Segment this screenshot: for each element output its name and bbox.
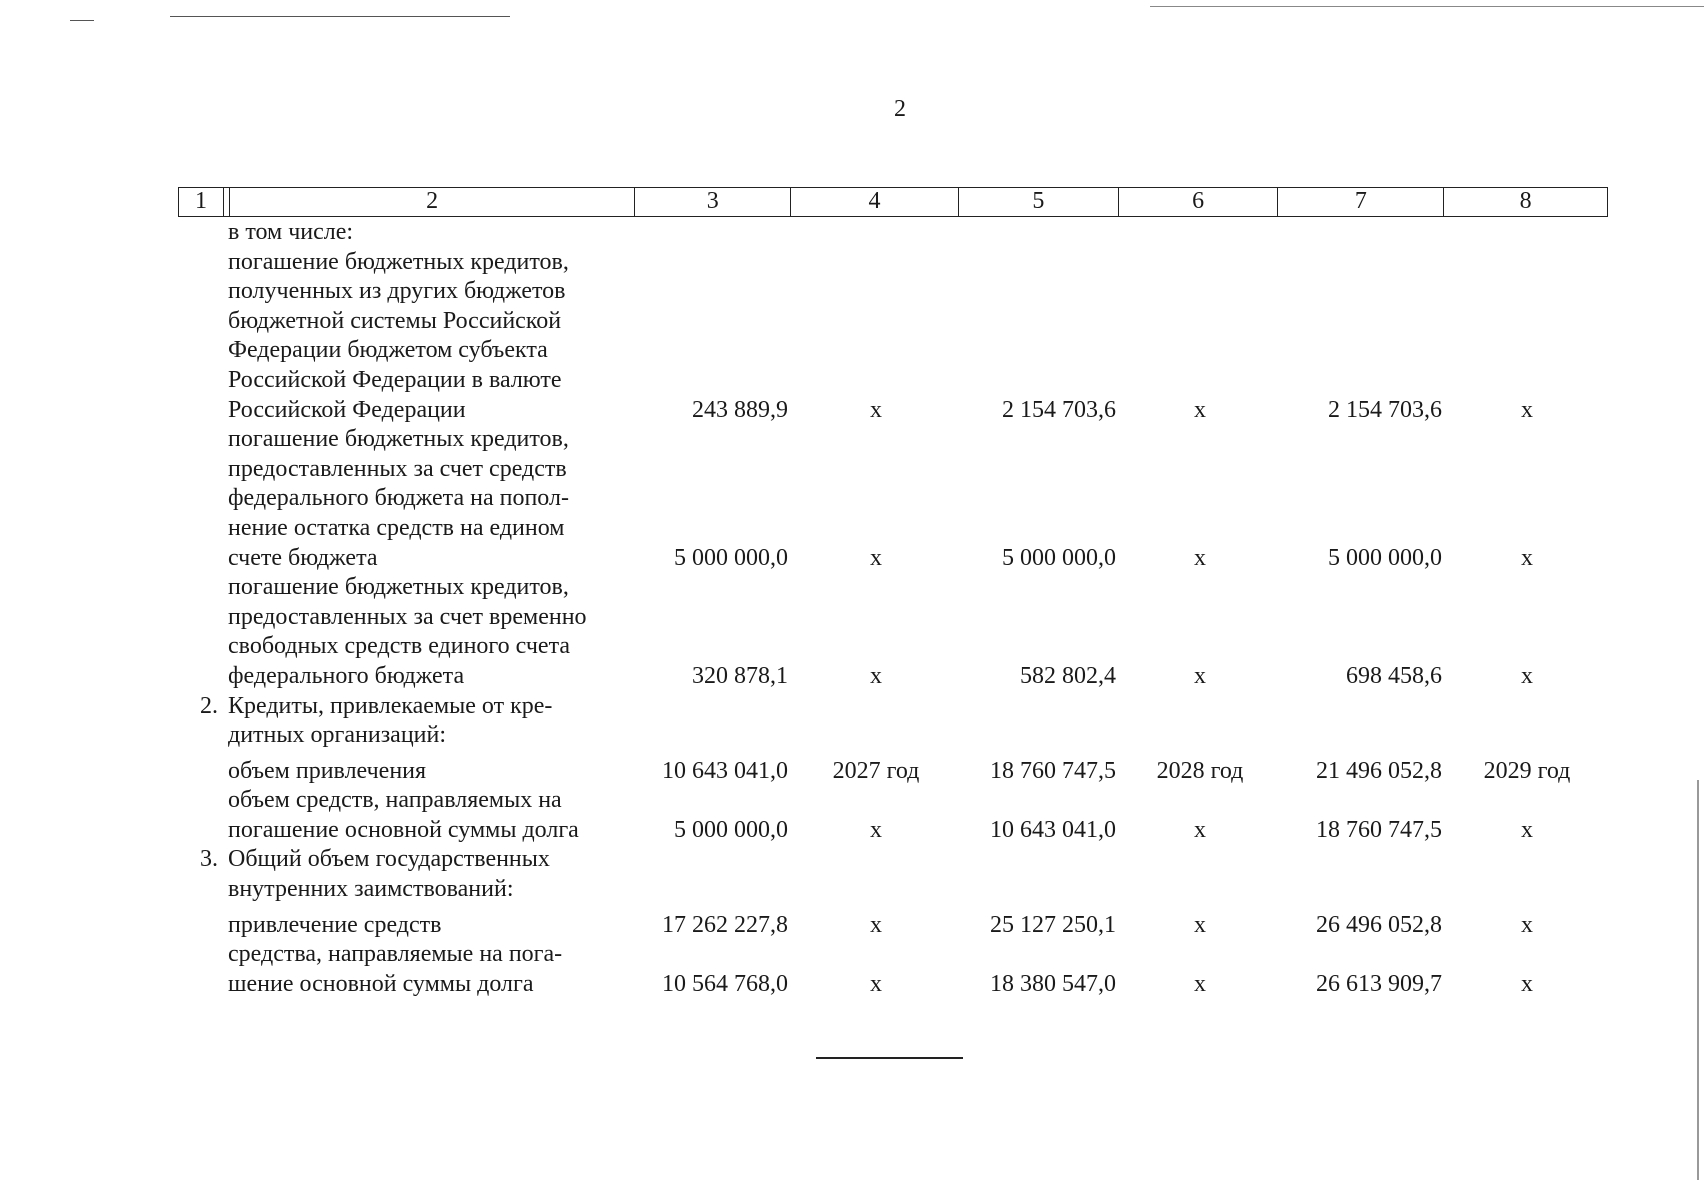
row-description: объем средств, направляемых на погашение основной суммы долга — [228, 787, 579, 843]
row-number — [178, 940, 228, 999]
value-col-7: 26 496 052,8 — [1316, 911, 1442, 938]
value-col-3: 320 878,1 — [692, 662, 788, 689]
value-col-8 — [1446, 845, 1608, 904]
header-cell: 4 — [791, 188, 959, 216]
value-col-5: 582 802,4 — [1020, 662, 1116, 689]
table-row — [178, 845, 1608, 904]
row-number — [178, 751, 228, 787]
value-col-4: x — [870, 396, 882, 423]
table-row — [178, 425, 1608, 573]
row-number — [178, 218, 228, 425]
value-col-3: 10 643 041,0 — [662, 757, 788, 784]
value-col-3: 5 000 000,0 — [674, 816, 788, 843]
value-col-5: 25 127 250,1 — [990, 911, 1116, 938]
value-col-3: 243 889,9 — [692, 396, 788, 423]
value-col-5: 10 643 041,0 — [990, 816, 1116, 843]
row-description: средства, направляемые на пога- шение основной суммы долга — [228, 941, 563, 997]
value-col-5 — [960, 845, 1120, 904]
value-col-8 — [1446, 692, 1608, 751]
value-col-4: x — [870, 970, 882, 997]
header-cell: 3 — [635, 188, 791, 216]
value-col-7: 698 458,6 — [1346, 662, 1442, 689]
header-cell: 6 — [1119, 188, 1279, 216]
value-col-8: x — [1521, 970, 1533, 997]
table-header-row — [178, 187, 1608, 217]
scan-artifact-line — [70, 20, 94, 21]
value-col-6 — [1120, 845, 1280, 904]
end-of-document-line — [816, 1057, 963, 1059]
value-col-8: x — [1521, 911, 1533, 938]
header-cell: 8 — [1519, 188, 1532, 214]
value-col-7 — [1280, 845, 1446, 904]
row-description: погашение бюджетных кредитов, предоставленных за счет средств федерального бюджета на попол- нение остатка средств на едином счете бюджета — [228, 426, 569, 571]
row-number — [178, 905, 228, 941]
value-col-4: x — [870, 816, 882, 843]
value-col-3 — [636, 845, 792, 904]
row-description: объем привлечения — [228, 757, 427, 784]
value-col-7: 26 613 909,7 — [1316, 970, 1442, 997]
table-row — [178, 218, 1608, 425]
row-number: 3. — [200, 846, 218, 873]
table-body — [178, 218, 1608, 999]
value-col-4: x — [870, 911, 882, 938]
value-col-7: 21 496 052,8 — [1316, 757, 1442, 784]
table-row — [178, 940, 1608, 999]
row-description: привлечение средств — [228, 911, 442, 938]
header-cell: 1 — [179, 188, 224, 216]
table-row — [178, 751, 1608, 787]
value-col-6: x — [1194, 396, 1206, 423]
value-col-3: 10 564 768,0 — [662, 970, 788, 997]
row-description: Кредиты, привлекаемые от кре- дитных организаций: — [228, 692, 553, 749]
table-row — [178, 905, 1608, 941]
scan-artifact-line — [170, 16, 510, 17]
value-col-7: 2 154 703,6 — [1328, 396, 1442, 423]
value-col-5: 18 380 547,0 — [990, 970, 1116, 997]
table-row — [178, 786, 1608, 845]
value-col-4 — [792, 692, 960, 751]
scan-artifact-line — [1150, 6, 1704, 7]
value-col-8: x — [1521, 816, 1533, 843]
value-col-5: 18 760 747,5 — [990, 757, 1116, 784]
borrowings-table — [178, 218, 1608, 999]
value-col-6: x — [1194, 970, 1206, 997]
table-row — [178, 573, 1608, 691]
value-col-4: 2027 год — [832, 757, 920, 784]
value-col-7 — [1280, 692, 1446, 751]
value-col-4: x — [870, 662, 882, 689]
row-number: 2. — [200, 692, 218, 719]
row-number — [178, 573, 228, 691]
value-col-4 — [792, 845, 960, 904]
header-cell: 5 — [959, 188, 1119, 216]
value-col-7: 5 000 000,0 — [1328, 544, 1442, 571]
row-number — [178, 425, 228, 573]
value-col-5: 2 154 703,6 — [1002, 396, 1116, 423]
value-col-3 — [636, 692, 792, 751]
value-col-6: x — [1194, 544, 1206, 571]
value-col-8: 2029 год — [1483, 757, 1571, 784]
scan-edge-line — [1697, 780, 1699, 1180]
header-cell: 7 — [1278, 188, 1444, 216]
value-col-8: x — [1521, 396, 1533, 423]
value-col-6: 2028 год — [1156, 757, 1244, 784]
value-col-8: x — [1521, 544, 1533, 571]
value-col-6: x — [1194, 816, 1206, 843]
value-col-3: 17 262 227,8 — [662, 911, 788, 938]
value-col-5: 5 000 000,0 — [1002, 544, 1116, 571]
row-description: погашение бюджетных кредитов, предоставленных за счет временно свободных средств единого счета федерального бюджета — [228, 574, 587, 689]
value-col-3: 5 000 000,0 — [674, 544, 788, 571]
row-description: в том числе: погашение бюджетных кредитов, полученных из других бюджетов бюджетной системы Российской Федерации бюджетом субъекта Российской Федерации в валюте Российской Федерации — [228, 219, 569, 423]
row-number — [178, 786, 228, 845]
value-col-7: 18 760 747,5 — [1316, 816, 1442, 843]
header-cell: 2 — [230, 188, 635, 216]
value-col-6: x — [1194, 911, 1206, 938]
value-col-6 — [1120, 692, 1280, 751]
row-description: Общий объем государственных внутренних заимствований: — [228, 846, 550, 903]
value-col-6: x — [1194, 662, 1206, 689]
value-col-5 — [960, 692, 1120, 751]
page-number: 2 — [894, 96, 906, 122]
value-col-8: x — [1521, 662, 1533, 689]
value-col-4: x — [870, 544, 882, 571]
table-row — [178, 692, 1608, 751]
